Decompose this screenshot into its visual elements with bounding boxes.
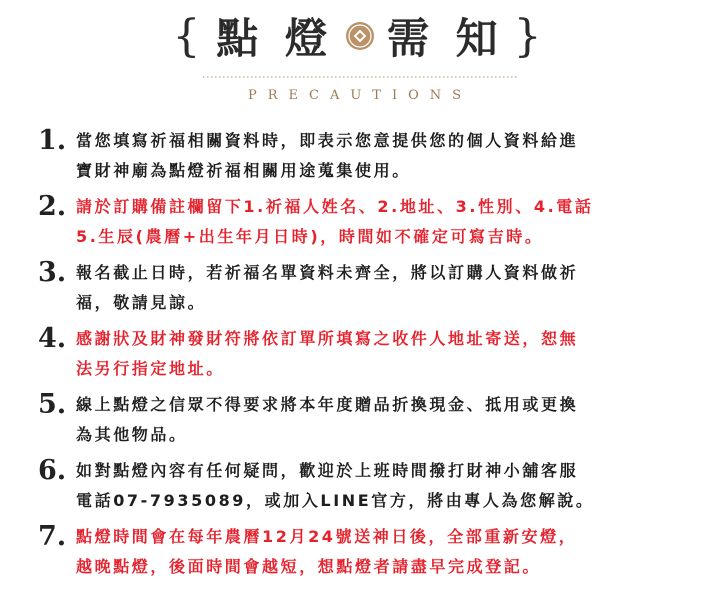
item-text xyxy=(76,258,698,318)
item-number: 6. xyxy=(38,455,67,486)
item-text-line: 感謝狀及財神發財符將依訂單所填寫之收件人地址寄送，恕無 xyxy=(76,329,579,348)
notice-item xyxy=(38,390,698,450)
item-text-line: 福，敬請見諒。 xyxy=(76,293,207,312)
decorative-divider xyxy=(203,74,519,80)
item-text xyxy=(76,324,698,384)
item-text xyxy=(76,192,698,252)
title-close-brace: } xyxy=(513,10,548,62)
item-number: 2. xyxy=(38,191,67,222)
item-text-line: 點燈時間會在每年農曆12月24號送神日後，全部重新安燈， xyxy=(76,527,578,546)
item-text-line: 越晚點燈，後面時間會越短，想點燈者請盡早完成登記。 xyxy=(76,557,542,576)
item-text-line: 當您填寫祈福相關資料時，即表示您意提供您的個人資料給進 xyxy=(76,131,579,150)
item-number: 3. xyxy=(38,257,67,288)
subtitle-precautions: PRECAUTIONS xyxy=(247,88,473,103)
title-bar xyxy=(0,6,720,66)
title-left-text: 點 燈 xyxy=(216,14,333,63)
coin-icon xyxy=(345,21,375,51)
notice-item xyxy=(38,324,698,384)
item-text-line: 電話07-7935089，或加入LINE官方，將由專人為您解說。 xyxy=(76,491,595,510)
item-number: 7. xyxy=(38,521,67,552)
notice-item xyxy=(38,192,698,252)
item-text-line: 線上點燈之信眾不得要求將本年度贈品折換現金、抵用或更換 xyxy=(76,395,579,414)
page-title xyxy=(166,6,553,66)
title-open-brace: { xyxy=(172,10,207,62)
item-number: 4. xyxy=(38,323,67,354)
item-text xyxy=(76,522,698,582)
item-text xyxy=(76,126,698,186)
item-text-line: 寶財神廟為點燈祈福相關用途蒐集使用。 xyxy=(76,161,411,180)
notice-item xyxy=(38,126,698,186)
item-text-line: 為其他物品。 xyxy=(76,425,188,444)
item-text-line: 報名截止日時，若祈福名單資料未齊全，將以訂購人資料做祈 xyxy=(76,263,579,282)
item-text-line: 請於訂購備註欄留下1.祈福人姓名、2.地址、3.性別、4.電話 xyxy=(76,197,594,216)
item-text-line: 如對點燈內容有任何疑問，歡迎於上班時間撥打財神小舖客服 xyxy=(76,461,579,480)
title-right-text: 需 知 xyxy=(387,14,504,63)
notice-item xyxy=(38,456,698,516)
item-text xyxy=(76,390,698,450)
item-text-line: 5.生辰(農曆+出生年月日時)，時間如不確定可寫吉時。 xyxy=(76,227,544,246)
notice-item xyxy=(38,258,698,318)
item-number: 5. xyxy=(38,389,67,420)
item-text-line: 法另行指定地址。 xyxy=(76,359,225,378)
item-number: 1. xyxy=(38,125,67,156)
item-text xyxy=(76,456,698,516)
notice-item xyxy=(38,522,698,582)
notice-list xyxy=(38,126,698,588)
